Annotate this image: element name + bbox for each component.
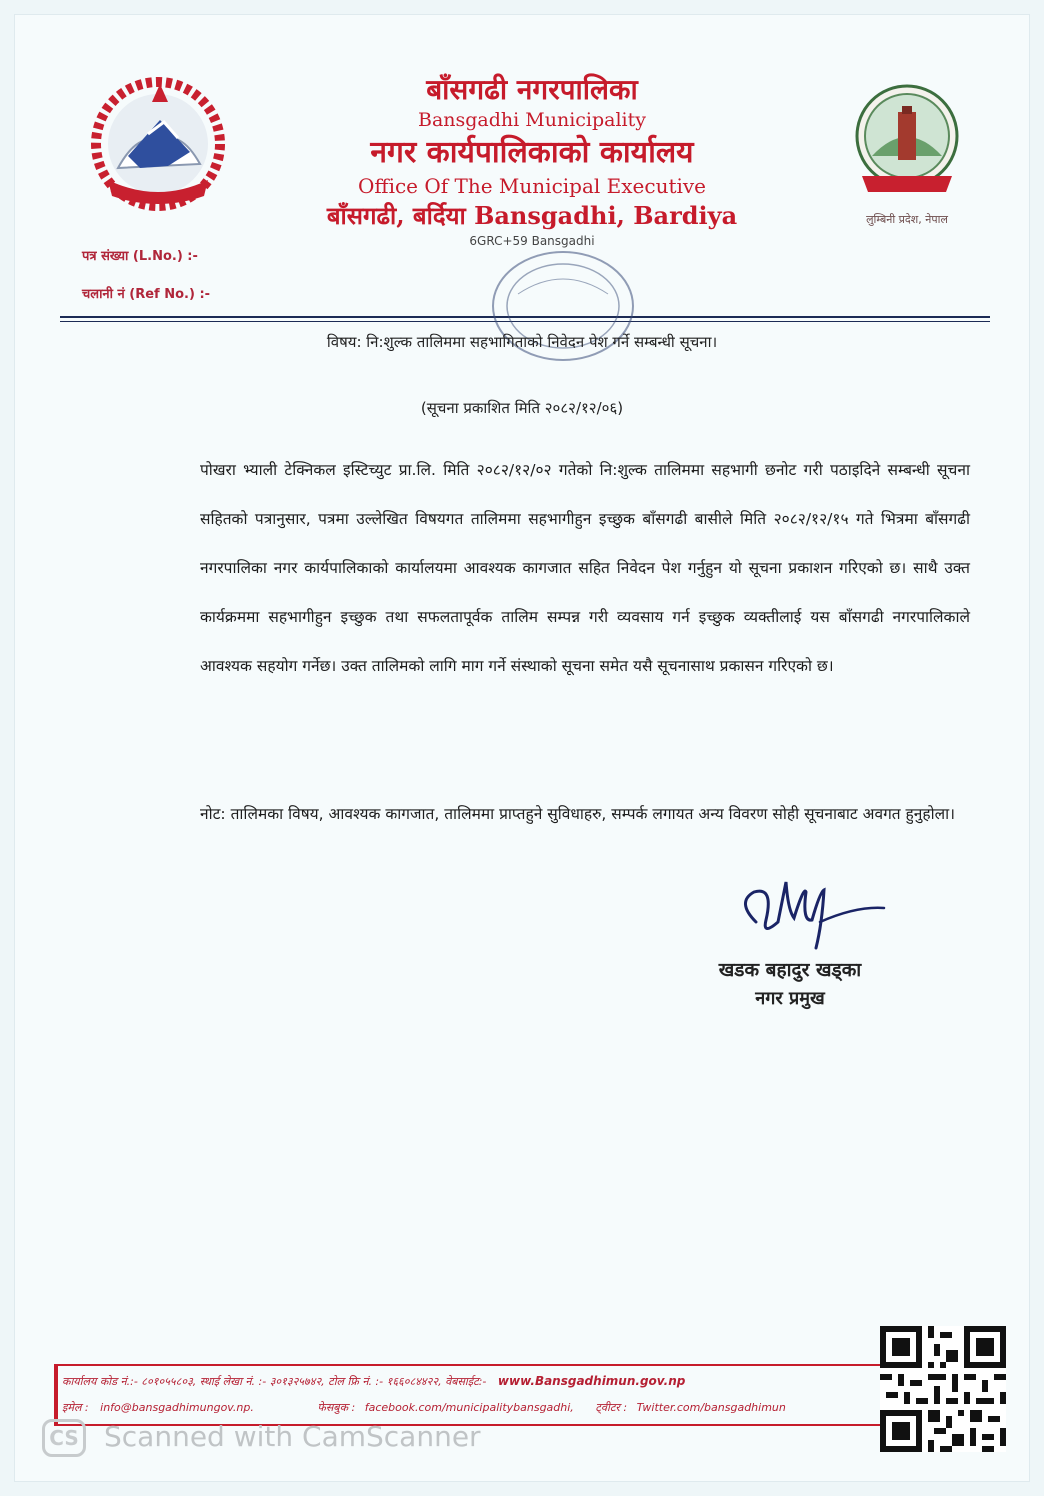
office-name-en: Office Of The Municipal Executive	[357, 173, 707, 198]
office-stamp-icon	[478, 244, 648, 384]
footer-contact-box	[54, 1364, 888, 1426]
municipality-name-en: Bansgadhi Municipality	[417, 109, 647, 132]
notice-note: नोट: तालिमका विषय, आवश्यक कागजात, तालिममा प्राप्तहुने सुविधाहरु, सम्पर्क लगायत अन्य विवरण सोही सूचनाबाट अवगत हुनुहोला।	[200, 805, 956, 823]
facebook-label: फेसबुक :	[317, 1401, 356, 1414]
office-address: बाँसगढी, बर्दिया Bansgadhi, Bardiya	[326, 200, 738, 230]
notice-body: पोखरा भ्याली टेक्निकल इस्टिच्युट प्रा.लि. मिति २०८२/१२/०२ गतेको नि:शुल्क तालिममा सहभागी छनोट गरी पठाइदिने सम्बन्धी सूचना सहितको पत्रानुसार, पत्रमा उल्लेखित विषयगत तालिममा सहभागीहुन इच्छुक बाँसगढी बासीले मिति २०८२/१२/१५ गते भित्रमा बाँसगढी नगरपालिका नगर कार्यपालिकाको कार्यालयमा आवश्यक कागजात सहित निवेदन पेश गर्नुहुन यो सूचना प्रकाशन गरिएको छ। साथै उक्त कार्यक्रममा सहभागीहुन इच्छुक तथा सफलतापूर्वक तालिम सम्पन्न गरी व्यवसाय गर्न इच्छुक व्यक्तीलाई यस बाँसगढी नगरपालिकाले आवश्यक सहयोग गर्नेछ। उक्त तालिमको लागि माग गर्ने संस्थाको सूचना समेत यसै सूचनासाथ प्रकासन गरिएको छ।	[200, 461, 970, 675]
signatory-name: खडक बहादुर खड्का	[718, 959, 862, 981]
office-name-np: नगर कार्यपालिकाको कार्यालय	[370, 135, 694, 171]
municipality-name-np: बाँसगढी नगरपालिका	[426, 73, 638, 106]
letterhead	[230, 70, 834, 249]
right-logo-caption: लुम्बिनी प्रदेश, नेपाल	[866, 213, 948, 226]
website-link[interactable]: www.Bansgadhimun.gov.np	[497, 1374, 686, 1388]
camscanner-watermark: Scanned with CamScanner	[104, 1420, 481, 1453]
footer-row-2	[62, 1400, 786, 1415]
camscanner-logo-icon: CS	[42, 1419, 86, 1457]
office-code-text: कार्यालय कोड नं.:- ८०१०५५८०३, स्थाई लेखा नं. :- ३०१३२५७४२, टोल फ्रि नं. :- १६६०८४४२२, वेबसाईट:-	[62, 1375, 487, 1388]
email-label: इमेल :	[62, 1401, 89, 1414]
twitter-label: ट्वीटर :	[595, 1401, 628, 1414]
ref-number-label: चलानी नं (Ref No.) :-	[82, 287, 211, 302]
plus-code: 6GRC+59 Bansgadhi	[469, 234, 595, 249]
email-link[interactable]: info@bansgadhimungov.np.	[100, 1401, 254, 1414]
twitter-link[interactable]: Twitter.com/bansgadhimun	[636, 1401, 786, 1414]
nepal-emblem-icon	[88, 72, 228, 212]
footer-row-1	[62, 1374, 685, 1389]
letter-number-label: पत्र संख्या (L.No.) :-	[82, 249, 198, 264]
notice-published-date: (सूचना प्रकाशित मिति २०८२/१२/०६)	[420, 399, 624, 417]
qr-code-icon	[880, 1326, 1006, 1452]
signatory-title: नगर प्रमुख	[755, 988, 825, 1009]
facebook-link[interactable]: facebook.com/municipalitybansgadhi,	[364, 1401, 574, 1414]
municipality-logo-icon	[842, 78, 972, 208]
notice-subject: विषय: नि:शुल्क तालिममा सहभागिताको निवेदन पेश गर्ने सम्बन्धी सूचना।	[326, 333, 718, 351]
